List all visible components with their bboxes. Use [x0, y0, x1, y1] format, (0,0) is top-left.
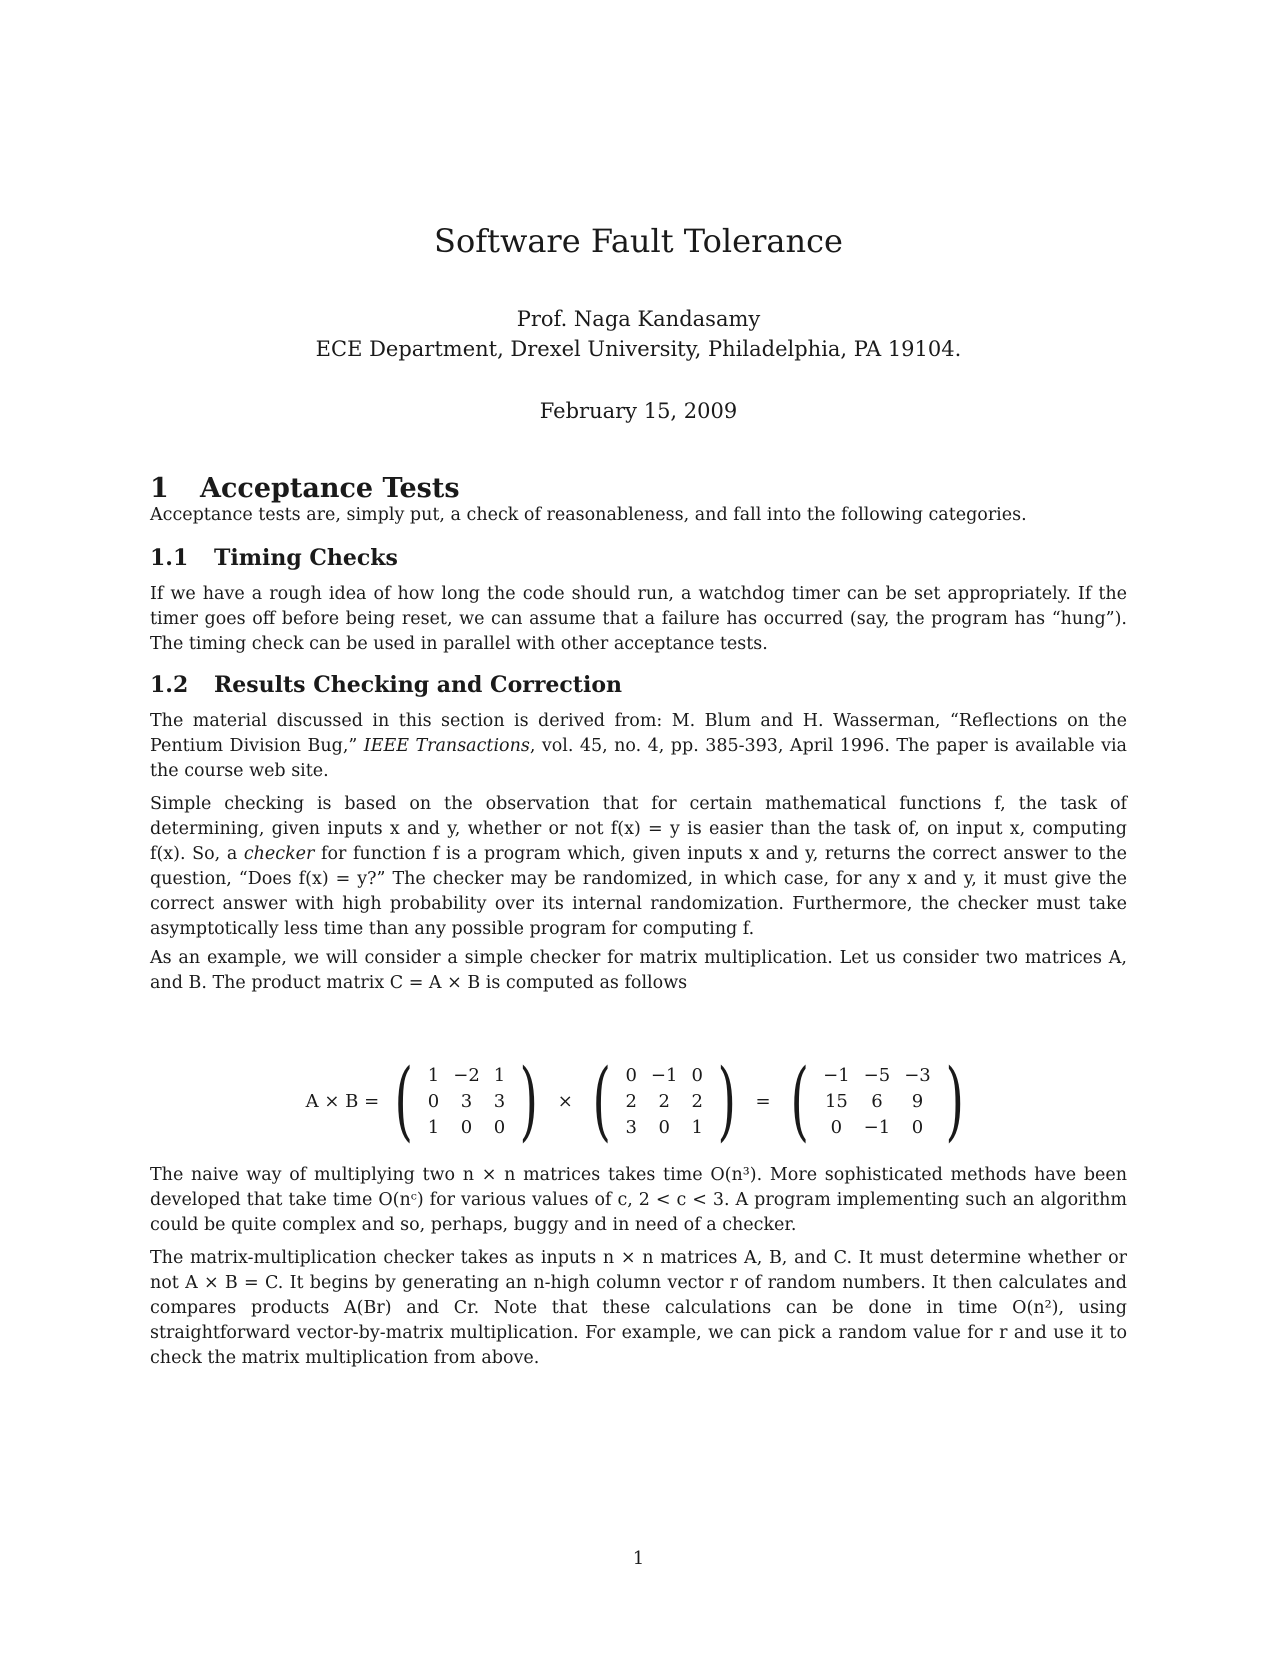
matrix-cell: 0 [625, 1064, 637, 1086]
section-heading-acceptance-tests [150, 473, 460, 504]
matrix-equation [150, 1051, 1127, 1151]
matrix-row [421, 1114, 512, 1140]
matrix-cell: 0 [658, 1116, 670, 1138]
subsection-heading-results-checking [150, 672, 622, 698]
matrix-cell: 0 [460, 1116, 473, 1138]
matrix-row [421, 1088, 512, 1114]
left-paren-glyph: ( [790, 1051, 809, 1151]
author-affiliation: ECE Department, Drexel University, Philadelphia, PA 19104. [315, 337, 962, 361]
matrix-row [618, 1062, 709, 1088]
naive-multiplication-paragraph: The naive way of multiplying two n × n matrices takes time O(n³). More sophisticated methods have been developed that take time O(nᶜ) for various values of c, 2 < c < 3. A program implementing such an algorithm could be quite complex and so, perhaps, buggy and in need of a checker. [150, 1165, 1127, 1235]
times-operator: × [557, 1090, 573, 1112]
matrix-cell: 9 [911, 1090, 924, 1112]
simple-checking-paragraph [150, 792, 1127, 942]
equation-lhs: A × B = [305, 1090, 380, 1112]
citation-text-b: , vol. 45, no. 4, pp. 385-393, April 1996. The paper is available via the course web site. [150, 736, 1127, 781]
matrix-cell: 3 [493, 1090, 506, 1112]
matrix-cell: 0 [830, 1116, 843, 1138]
matrix-row [816, 1088, 938, 1114]
section-title: Acceptance Tests [200, 473, 460, 504]
author-name: Prof. Naga Kandasamy [516, 307, 761, 331]
matrix-c [783, 1051, 972, 1151]
subsection-number: 1.2 [150, 672, 189, 698]
matrix-cell: −3 [904, 1064, 931, 1086]
citation-paragraph [150, 709, 1127, 784]
equals-operator: = [755, 1090, 771, 1112]
matrix-cell: 0 [493, 1116, 506, 1138]
citation-journal: IEEE Transactions [363, 736, 530, 756]
matrix-cell: −2 [453, 1064, 480, 1086]
matrix-b [585, 1051, 744, 1151]
matrix-cell: 1 [493, 1064, 506, 1086]
subsection-heading-timing-checks [150, 545, 398, 571]
matrix-cell: −1 [650, 1064, 678, 1086]
citation-text-a: The material discussed in this section is derived from: M. Blum and H. Wasserman, “Reflections on the Pentium Division Bug,” [150, 711, 1127, 756]
checking-text-b: for function f is a program which, given inputs x and y, returns the correct answer to the question, “Does f(x) = y?” The checker may be randomized, in which case, for any x and y, it must give the correct answer with high probability over its internal randomization. Furthermore, the checker must take asymptotically less time than any possible program for computing f. [150, 844, 1127, 939]
matrix-cell: 6 [871, 1090, 883, 1112]
checking-text-a: Simple checking is based on the observation that for certain mathematical functions f, the task of determining, given inputs x and y, whether or not f(x) = y is easier than the task of, on input x, computing f(x). So, a [150, 794, 1127, 864]
right-paren-glyph: ) [717, 1051, 736, 1151]
matrix-cell: 0 [691, 1064, 703, 1086]
left-paren-glyph: ( [592, 1051, 611, 1151]
matrix-row [816, 1114, 938, 1140]
matrix-cell: 1 [691, 1116, 703, 1138]
matrix-cell: −5 [863, 1064, 891, 1086]
timing-checks-paragraph: If we have a rough idea of how long the code should run, a watchdog timer can be set appropriately. If the timer goes off before being reset, we can assume that a failure has occurred (say, the program has “hung”). The timing check can be used in parallel with other acceptance tests. [150, 584, 1127, 654]
matrix-cell: 3 [460, 1090, 473, 1112]
matrix-cell: −1 [863, 1116, 891, 1138]
paper-date: February 15, 2009 [539, 399, 738, 423]
matrix-cell: 15 [824, 1090, 848, 1112]
matrix-row [421, 1062, 512, 1088]
matrix-cell: 0 [427, 1090, 440, 1112]
matrix-cell: 3 [625, 1116, 637, 1138]
matrix-row [618, 1088, 709, 1114]
matrix-a [387, 1051, 546, 1151]
checker-algorithm-paragraph: The matrix-multiplication checker takes as inputs n × n matrices A, B, and C. It must determine whether or not A × B = C. It begins by generating an n-high column vector r of random numbers. It then calculates and compares products A(Br) and Cr. Note that these calculations can be done in time O(n²), using straightforward vector-by-matrix multiplication. For example, we can pick a random value for r and use it to check the matrix multiplication from above. [150, 1248, 1127, 1368]
subsection-title: Results Checking and Correction [214, 672, 622, 698]
subsection-title: Timing Checks [214, 545, 398, 571]
subsection-number: 1.1 [150, 545, 189, 571]
matrix-cell: 2 [625, 1090, 637, 1112]
matrix-cell: 2 [658, 1090, 670, 1112]
right-paren-glyph: ) [519, 1051, 539, 1151]
page-number: 1 [632, 1548, 645, 1569]
matrix-row [816, 1062, 938, 1088]
section-intro-paragraph: Acceptance tests are, simply put, a check of reasonableness, and fall into the following categories. [150, 505, 1027, 525]
right-paren-glyph: ) [945, 1051, 964, 1151]
matrix-row [618, 1114, 709, 1140]
matrix-cell: 2 [691, 1090, 703, 1112]
matrix-cell: −1 [823, 1064, 850, 1086]
left-paren-glyph: ( [394, 1051, 414, 1151]
matrix-cell: 1 [427, 1064, 440, 1086]
checker-term: checker [243, 844, 315, 864]
matrix-example-paragraph: As an example, we will consider a simple checker for matrix multiplication. Let us consider two matrices A, and B. The product matrix C = A × B is computed as follows [150, 948, 1127, 993]
matrix-cell: 0 [911, 1116, 924, 1138]
paper-title: Software Fault Tolerance [434, 222, 843, 260]
section-number: 1 [150, 473, 169, 504]
matrix-cell: 1 [427, 1116, 440, 1138]
